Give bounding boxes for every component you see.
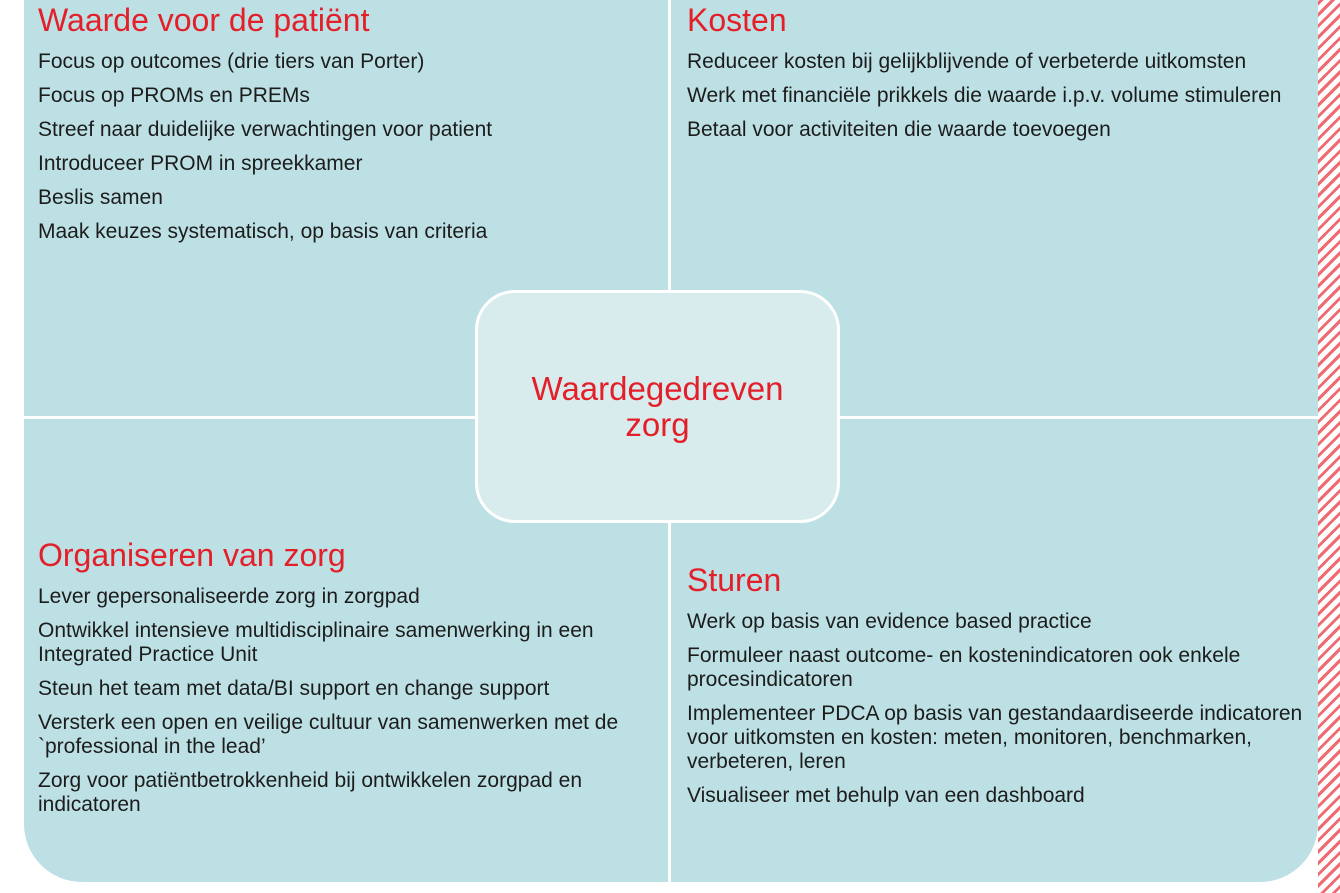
quadrant-title: Organiseren van zorg bbox=[38, 537, 346, 573]
list-item: Maak keuzes systematisch, op basis van criteria bbox=[38, 220, 488, 243]
quadrant-title: Kosten bbox=[687, 2, 787, 38]
quadrant-item-list bbox=[38, 50, 648, 244]
list-item: Werk met financiële prikkels die waarde i.p.v. volume stimuleren bbox=[687, 84, 1282, 107]
quadrant-title: Waarde voor de patiënt bbox=[38, 2, 370, 38]
list-item: Betaal voor activiteiten die waarde toevoegen bbox=[687, 118, 1111, 141]
list-item: Introduceer PROM in spreekkamer bbox=[38, 152, 363, 175]
center-label: Waardegedreven zorg bbox=[531, 369, 784, 443]
list-item: Implementeer PDCA op basis van gestandaardiseerde indicatoren voor uitkomsten en kosten: meten, monitoren, benchmarken, verbeteren, leren bbox=[687, 702, 1303, 773]
list-item: Steun het team met data/BI support en change support bbox=[38, 677, 550, 700]
list-item: Zorg voor patiëntbetrokkenheid bij ontwikkelen zorgpad en indicatoren bbox=[38, 769, 583, 816]
list-item: Visualiseer met behulp van een dashboard bbox=[687, 784, 1085, 807]
list-item: Focus op outcomes (drie tiers van Porter) bbox=[38, 50, 425, 73]
list-item: Formuleer naast outcome- en kostenindicatoren ook enkele procesindicatoren bbox=[687, 644, 1241, 691]
center-concept-box bbox=[475, 290, 840, 523]
list-item: Beslis samen bbox=[38, 186, 163, 209]
list-item: Lever gepersonaliseerde zorg in zorgpad bbox=[38, 585, 420, 608]
quadrant-waarde-voor-de-patient bbox=[38, 0, 648, 254]
quadrant-item-list bbox=[687, 50, 1307, 142]
quadrant-item-list bbox=[38, 585, 658, 817]
list-item: Werk op basis van evidence based practice bbox=[687, 610, 1092, 633]
list-item: Focus op PROMs en PREMs bbox=[38, 84, 310, 107]
list-item: Ontwikkel intensieve multidisciplinaire samenwerking in een Integrated Practice Unit bbox=[38, 619, 594, 666]
quadrant-organiseren-van-zorg bbox=[38, 535, 658, 827]
quadrant-title: Sturen bbox=[687, 562, 782, 598]
list-item: Reduceer kosten bij gelijkblijvende of verbeterde uitkomsten bbox=[687, 50, 1247, 73]
quadrant-kosten bbox=[687, 0, 1307, 152]
quadrant-sturen bbox=[687, 560, 1307, 818]
list-item: Streef naar duidelijke verwachtingen voor patient bbox=[38, 118, 493, 141]
quadrant-item-list bbox=[687, 610, 1307, 808]
list-item: Versterk een open en veilige cultuur van samenwerken met de `professional in the lead’ bbox=[38, 711, 619, 758]
